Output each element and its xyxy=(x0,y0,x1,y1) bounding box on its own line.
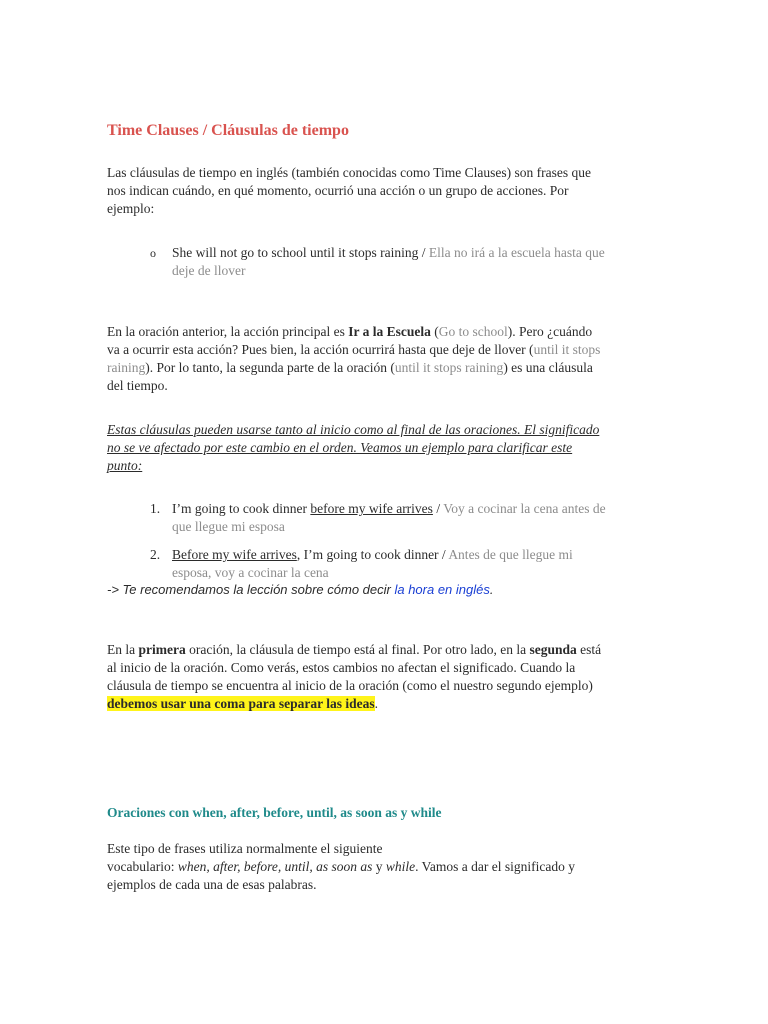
example-spanish: Voy a cocinar la cena antes de xyxy=(443,501,606,516)
text-span: ) es una cláusula xyxy=(503,360,593,375)
example-item xyxy=(172,546,667,582)
text-span: ). Pero ¿cuándo xyxy=(507,324,593,339)
text-span: vocabulario: xyxy=(107,859,178,874)
intro-line: nos indican cuándo, en qué momento, ocurrió una acción o un grupo de acciones. Por xyxy=(107,183,569,198)
text-span: ). Por lo tanto, la segunda parte de la oración ( xyxy=(145,360,395,375)
intro-paragraph xyxy=(107,164,667,218)
text-line: al inicio de la oración. Como verás, estos cambios no afectan el significado. Cuando la xyxy=(107,660,576,675)
text-span: oración, la cláusula de tiempo está al final. Por otro lado, en la xyxy=(185,642,530,657)
text-span: / xyxy=(432,501,444,516)
example-spanish: Ella no irá a la escuela hasta que xyxy=(428,245,605,260)
comparison-paragraph xyxy=(107,641,667,713)
text-line: del tiempo. xyxy=(107,378,168,393)
english-phrase: until it stops xyxy=(533,342,601,357)
bullet-marker: o xyxy=(150,246,156,260)
example-spanish-cont: esposa, voy a cocinar la cena xyxy=(172,565,329,580)
bold-word: segunda xyxy=(529,642,577,657)
example-bullet xyxy=(172,244,667,280)
example-spanish-cont: que llegue mi esposa xyxy=(172,519,285,534)
bold-word: primera xyxy=(138,642,186,657)
example-item xyxy=(172,500,667,536)
text-line: cláusula de tiempo se encuentra al inicio de la oración (como el nuestro segundo ejemplo) xyxy=(107,678,593,693)
vocabulary-words: when, after, before, until, as soon as xyxy=(177,859,373,874)
example-spanish: Antes de que llegue mi xyxy=(448,547,573,562)
example-english: She will not go to school until it stops raining / xyxy=(172,245,429,260)
page-title: Time Clauses / Cláusulas de tiempo xyxy=(107,122,349,139)
time-clause: before my wife arrives xyxy=(310,501,433,516)
text-span: ( xyxy=(430,324,439,339)
english-phrase: Go to school xyxy=(438,324,508,339)
text-line: Este tipo de frases utiliza normalmente el siguiente xyxy=(107,841,383,856)
intro-line: Las cláusulas de tiempo en inglés (también conocidas como Time Clauses) son frases que xyxy=(107,165,592,180)
intro-line: ejemplo: xyxy=(107,201,155,216)
text-span: y xyxy=(372,859,386,874)
text-span: I’m going to cook dinner xyxy=(172,501,311,516)
example-spanish-cont: deje de llover xyxy=(172,263,246,278)
text-span: En la oración anterior, la acción principal es xyxy=(107,324,349,339)
text-span: . xyxy=(489,582,494,597)
lesson-link[interactable]: la hora en inglés xyxy=(394,582,490,597)
highlighted-rule: debemos usar una coma para separar las ideas xyxy=(107,696,375,711)
text-span: va a ocurrir esta acción? Pues bien, la acción ocurrirá hasta que deje de llover ( xyxy=(107,342,534,357)
list-number: 1. xyxy=(150,501,161,516)
note-paragraph xyxy=(107,421,667,475)
recommend-text: -> Te recomendamos la lección sobre cómo decir xyxy=(107,582,395,597)
text-span: . xyxy=(374,696,379,711)
text-span: . Vamos a dar el significado y xyxy=(415,859,575,874)
note-line: no se ve afectado por este cambio en el orden. Veamos un ejemplo para clarificar este xyxy=(107,440,573,455)
list-number: 2. xyxy=(150,547,161,562)
english-phrase: raining xyxy=(107,360,146,375)
explanation-paragraph xyxy=(107,323,667,395)
recommendation-line xyxy=(107,581,667,599)
vocabulary-word: while xyxy=(385,859,416,874)
text-line: ejemplos de cada una de esas palabras. xyxy=(107,877,317,892)
section-subtitle: Oraciones con when, after, before, until, as soon as y while xyxy=(107,805,442,820)
text-span: , I’m going to cook dinner / xyxy=(296,547,449,562)
bold-phrase: Ir a la Escuela xyxy=(348,324,431,339)
vocabulary-paragraph xyxy=(107,840,667,894)
english-phrase: until it stops raining xyxy=(394,360,504,375)
note-line: Estas cláusulas pueden usarse tanto al inicio como al final de las oraciones. El significado xyxy=(107,422,600,437)
note-line: punto: xyxy=(107,458,143,473)
text-span: En la xyxy=(107,642,139,657)
time-clause: Before my wife arrives xyxy=(172,547,297,562)
text-span: está xyxy=(576,642,602,657)
